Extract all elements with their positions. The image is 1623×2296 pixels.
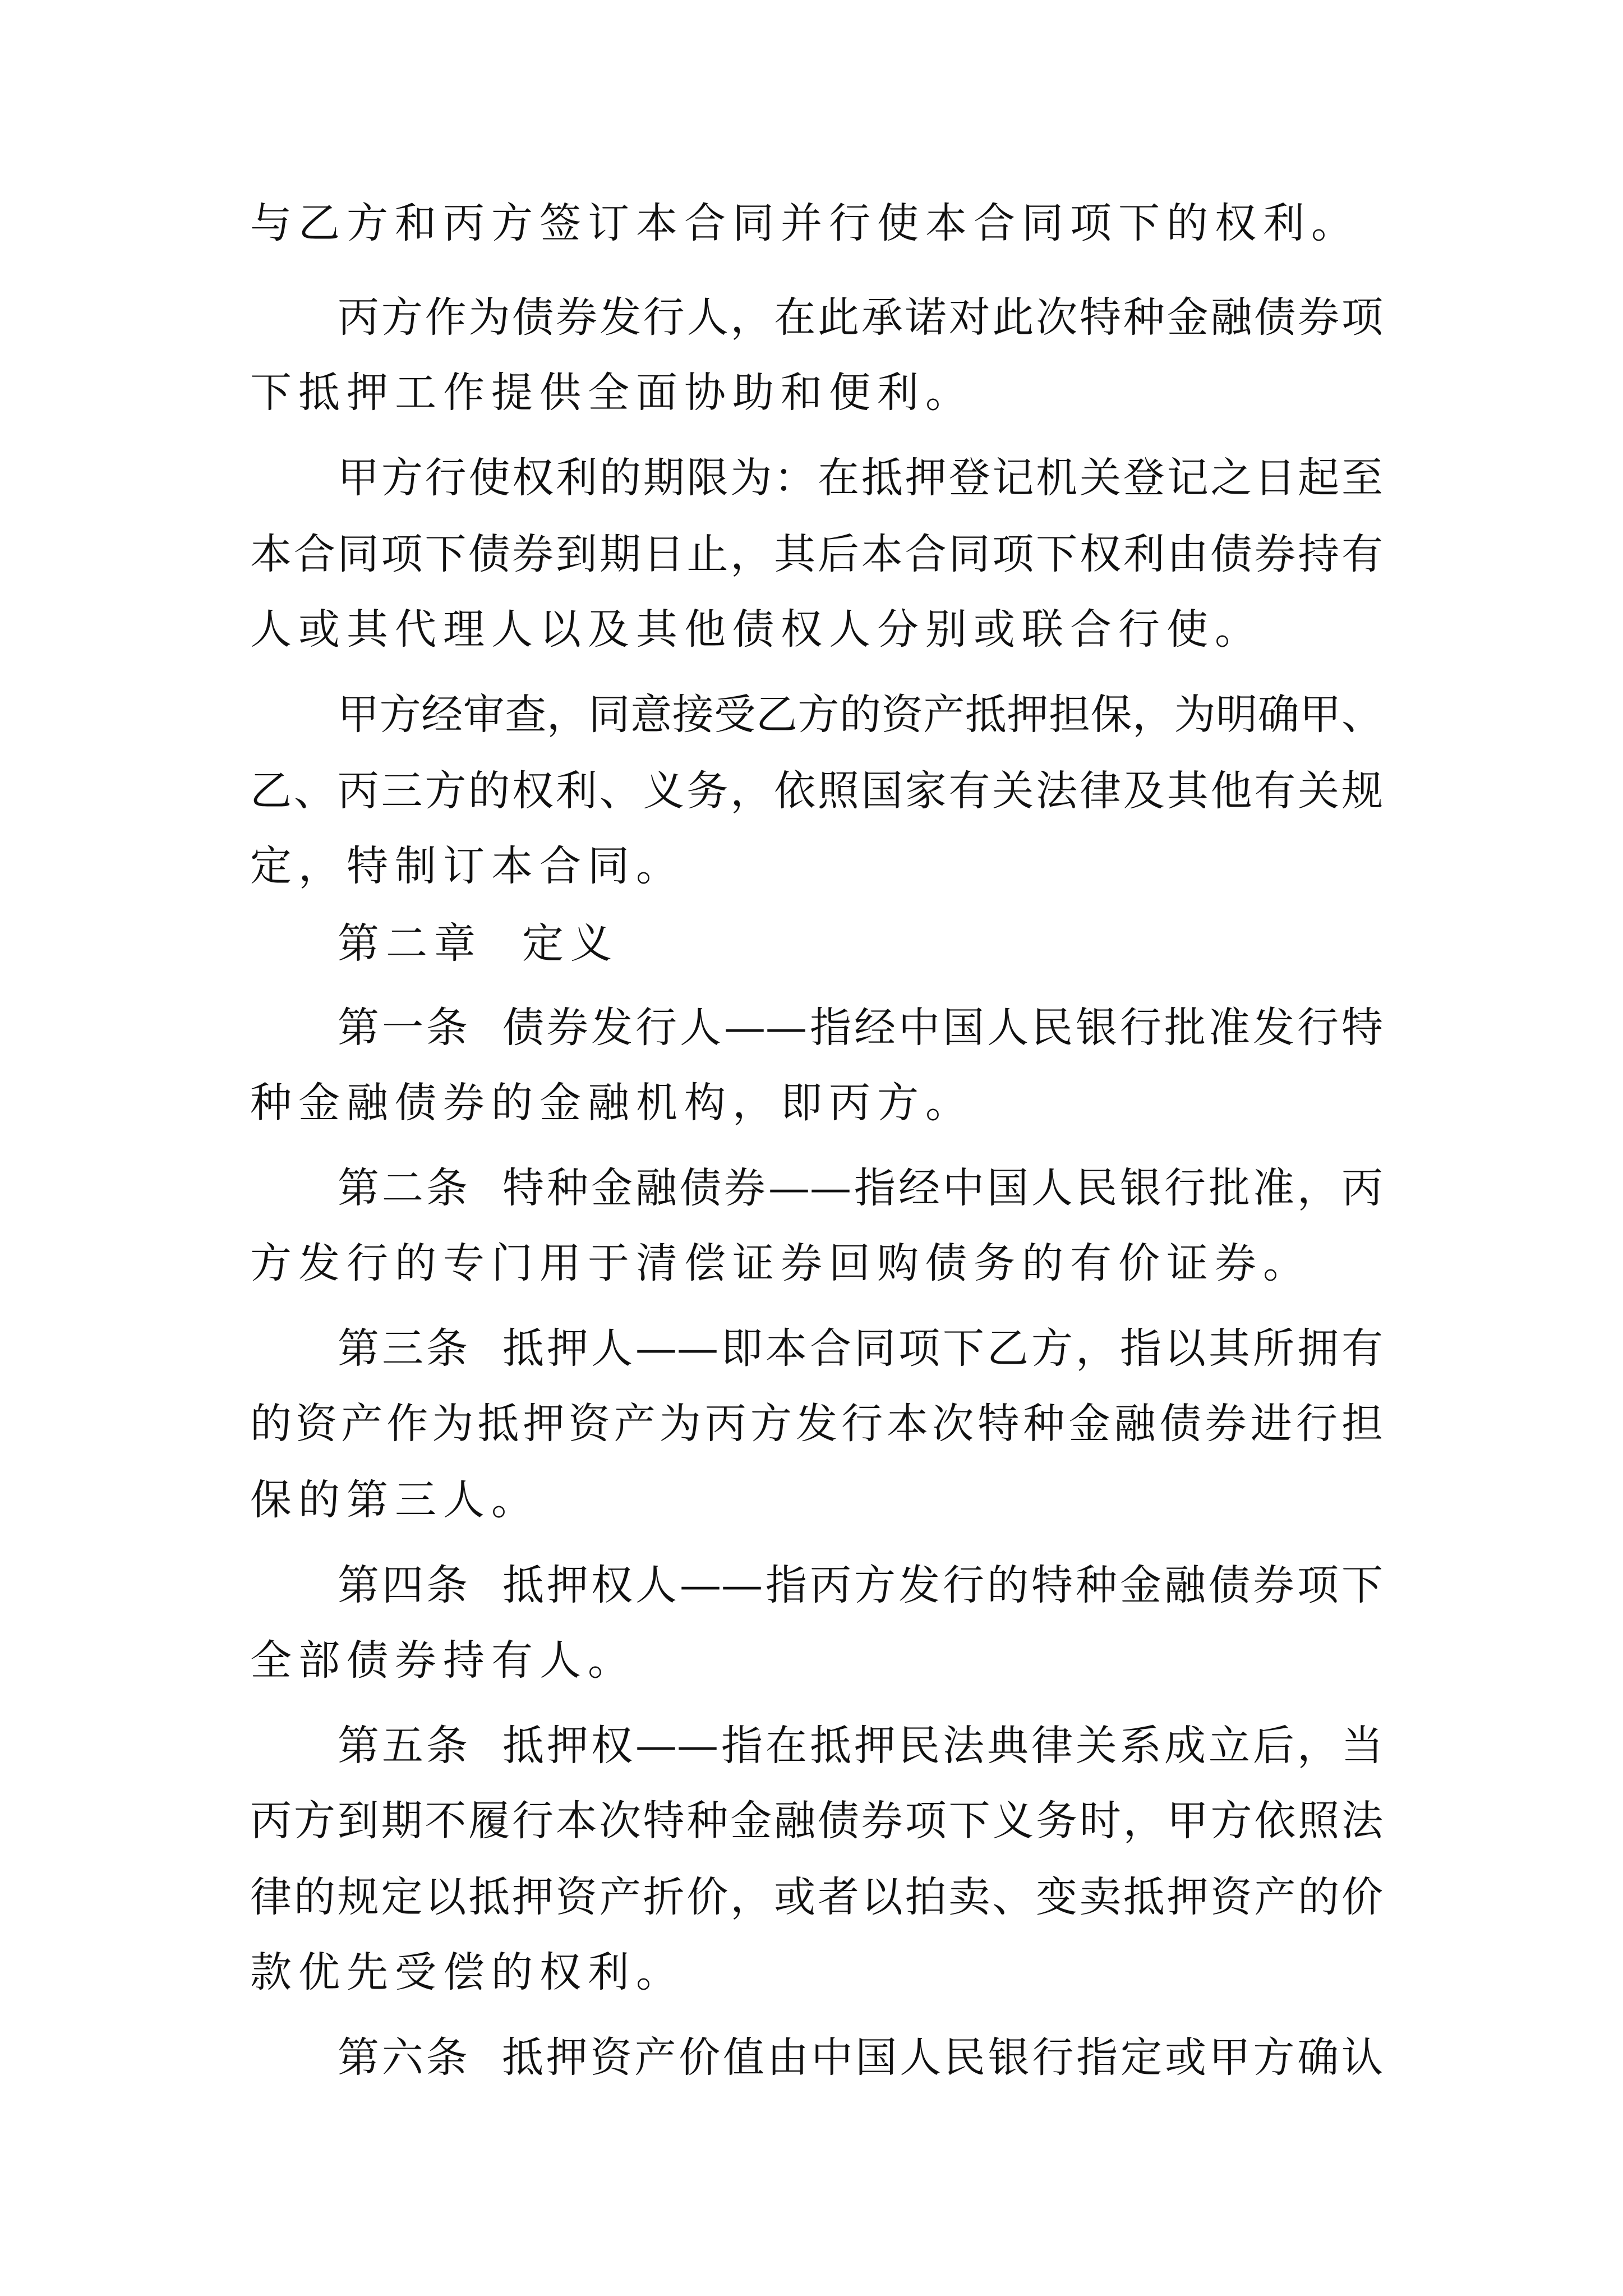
text-line: 与乙方和丙方签订本合同并行使本合同项下的权利。 <box>250 199 1359 247</box>
text-line: 第五条 抵押权——指在抵押民法典律关系成立后，当 <box>338 1722 1383 1770</box>
text-line: 方发行的专门用于清偿证券回购债务的有价证券。 <box>250 1239 1311 1287</box>
section-heading: 第二章 定义 <box>338 919 619 968</box>
text-line: 保的第三人。 <box>250 1476 540 1524</box>
text-line: 种金融债券的金融机构，即丙方。 <box>250 1079 974 1127</box>
text-line: 款优先受偿的权利。 <box>250 1948 684 1996</box>
text-line: 律的规定以抵押资产折价，或者以拍卖、变卖抵押资产的价 <box>250 1873 1383 1921</box>
text-line: 人或其代理人以及其他债权人分别或联合行使。 <box>250 605 1263 654</box>
text-line: 的资产作为抵押资产为丙方发行本次特种金融债券进行担 <box>250 1400 1383 1448</box>
text-line: 第二条 特种金融债券——指经中国人民银行批准，丙 <box>338 1164 1383 1212</box>
text-line: 定，特制订本合同。 <box>250 842 684 890</box>
text-line: 甲方经审查，同意接受乙方的资产抵押担保，为明确甲、 <box>338 691 1383 739</box>
text-line: 第三条 抵押人——即本合同项下乙方，指以其所拥有 <box>338 1324 1383 1373</box>
text-line: 第六条 抵押资产价值由中国人民银行指定或甲方确认 <box>338 2033 1383 2082</box>
text-line: 下抵押工作提供全面协助和便利。 <box>250 369 974 417</box>
text-line: 全部债券持有人。 <box>250 1636 636 1685</box>
text-line: 第四条 抵押权人——指丙方发行的特种金融债券项下 <box>338 1561 1383 1609</box>
text-line: 丙方作为债券发行人，在此承诺对此次特种金融债券项 <box>338 293 1383 342</box>
text-line: 丙方到期不履行本次特种金融债券项下义务时，甲方依照法 <box>250 1797 1383 1845</box>
text-line: 乙、丙三方的权利、义务，依照国家有关法律及其他有关规 <box>250 767 1383 815</box>
text-line: 本合同项下债券到期日止，其后本合同项下权利由债券持有 <box>250 530 1383 578</box>
text-line: 第一条 债券发行人——指经中国人民银行批准发行特 <box>338 1004 1383 1052</box>
text-line: 甲方行使权利的期限为：在抵押登记机关登记之日起至 <box>338 454 1383 502</box>
